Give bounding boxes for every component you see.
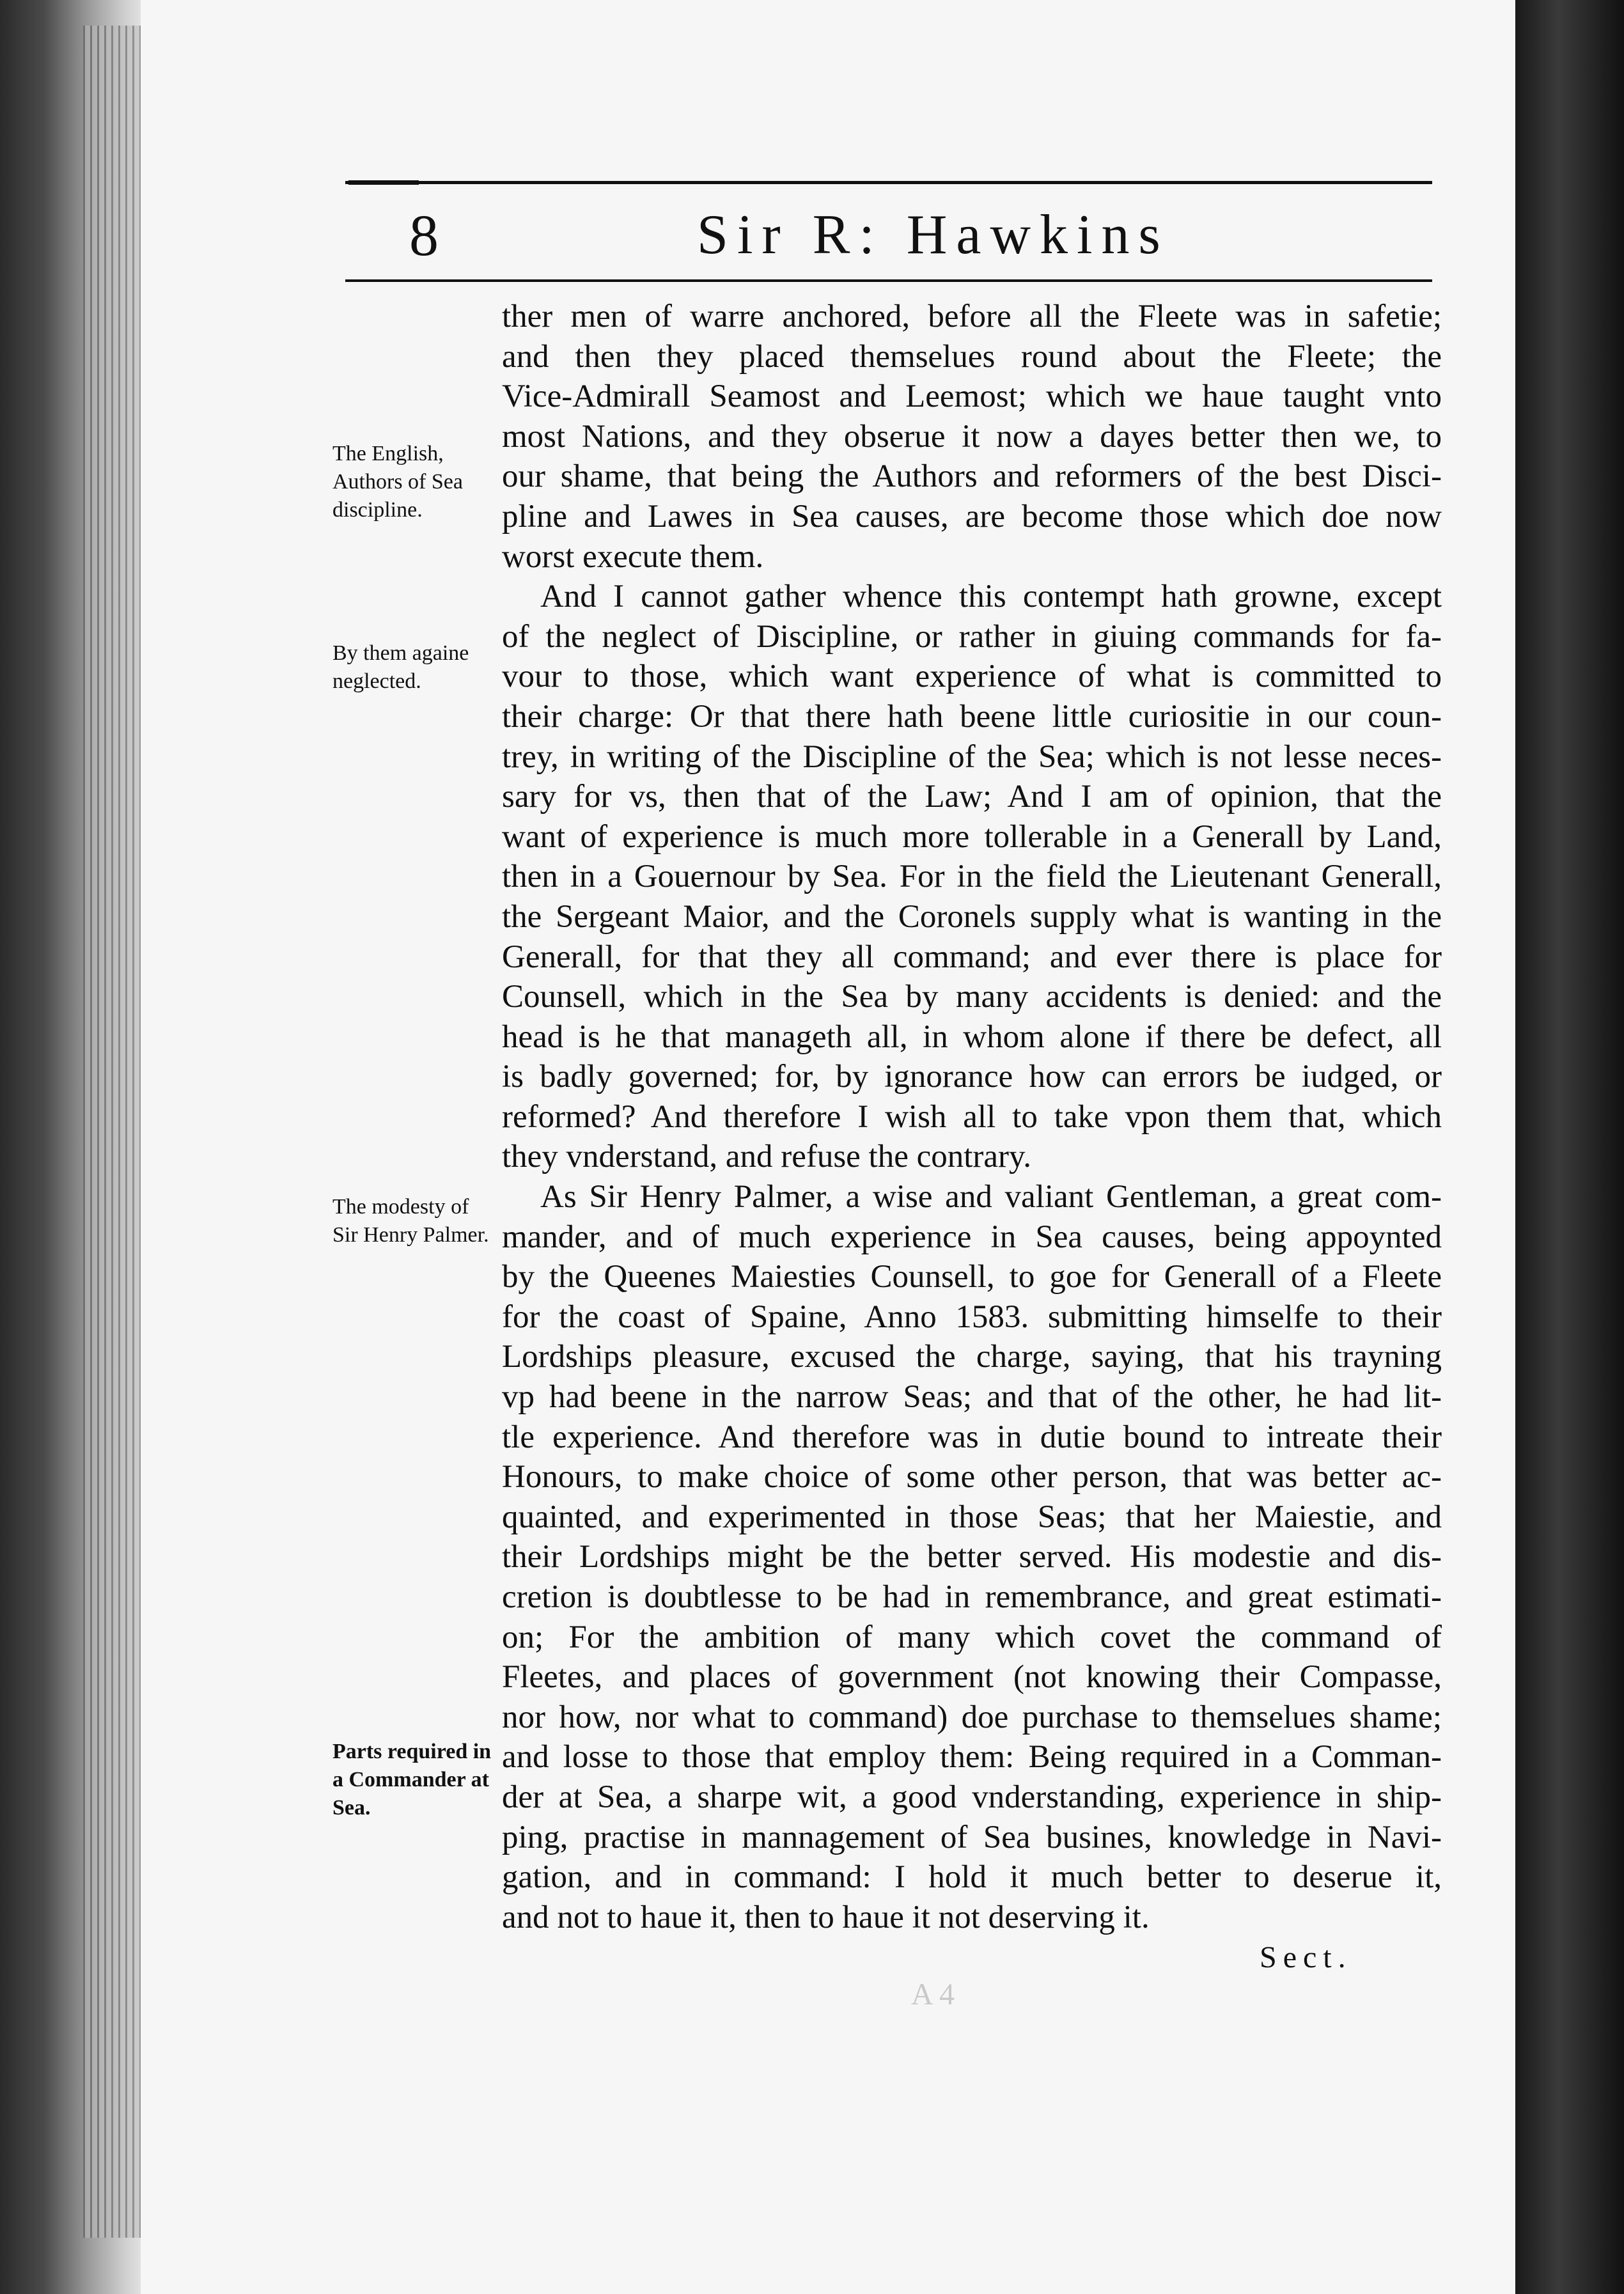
running-head: Sir R: Hawkins [697,204,1169,266]
text-line: our shame, that being the Authors and reformers of the best Disci- [502,458,1442,495]
header-rule-ornament [348,180,419,185]
text-line: mander, and of much experience in Sea causes, being appoynted [502,1219,1442,1255]
text-line: their Lordships might be the better served. His modestie and dis- [502,1539,1442,1575]
text-line: cretion is doubtlesse to be had in remembrance, and great estimati- [502,1579,1442,1615]
text-line: reformed? And therefore I wish all to take vpon them that, which [502,1098,1442,1135]
facing-page-edge [1515,0,1624,2294]
text-line: Lordships pleasure, excused the charge, saying, that his trayning [502,1339,1442,1375]
body-text [502,297,1442,1937]
text-line: Generall, for that they all command; and ever there is place for [502,939,1442,975]
text-line: ping, practise in mannagement of Sea busines, knowledge in Navi- [502,1819,1442,1855]
text-line: then in a Gouernour by Sea. For in the field the Lieutenant Generall, [502,859,1442,895]
text-line: Fleetes, and places of government (not knowing their Compasse, [502,1659,1442,1696]
text-line: by the Queenes Maiesties Counsell, to goe for Generall of a Fleete [502,1259,1442,1295]
text-line: and then they placed themselues round about the Fleete; the [502,338,1442,375]
header-rule-bottom [345,279,1432,282]
text-line: their charge: Or that there hath beene little curiositie in our coun- [502,698,1442,735]
text-line: vp had beene in the narrow Seas; and that of the other, he had lit- [502,1379,1442,1416]
text-line: Vice-Admirall Seamost and Leemost; which we haue taught vnto [502,378,1442,415]
text-line: they vnderstand, and refuse the contrary. [502,1139,1031,1175]
text-line: for the coast of Spaine, Anno 1583. submitting himselfe to their [502,1299,1442,1335]
text-line: vour to those, which want experience of what is committed to [502,659,1442,695]
text-line: Counsell, which in the Sea by many accidents is denied: and the [502,979,1442,1015]
margin-note: The modesty of Sir Henry Palmer. [332,1195,489,1247]
text-line: tle experience. And therefore was in dutie bound to intreate their [502,1419,1442,1455]
text-line: and losse to those that employ them: Being required in a Comman- [502,1739,1442,1775]
text-line: gation, and in command: I hold it much better to deserue it, [502,1859,1442,1896]
text-line: sary for vs, then that of the Law; And I am of opinion, that the [502,779,1442,815]
text-line: trey, in writing of the Discipline of the Sea; which is not lesse neces- [502,738,1442,775]
margin-note: Parts required in a Commander at Sea. [332,1740,492,1820]
text-line: nor how, nor what to command) doe purchase to themselues shame; [502,1699,1442,1735]
signature-mark: A 4 [911,1978,955,2011]
text-line: der at Sea, a sharpe wit, a good vnderstanding, experience in ship- [502,1779,1442,1815]
text-line: worst execute them. [502,538,764,575]
text-line: Honours, to make choice of some other person, that was better ac- [502,1459,1442,1495]
catchword: Sect. [1260,1940,1352,1974]
margin-note: The English, Authors of Sea discipline. [332,442,463,522]
text-line: want of experience is much more tollerable in a Generall by Land, [502,818,1442,855]
text-line: and not to haue it, then to haue it not deserving it. [502,1899,1150,1935]
text-line: quainted, and experimented in those Seas; that her Maiestie, and [502,1499,1442,1535]
page-stack-edges [83,26,141,2238]
text-line: head is he that manageth all, in whom alone if there be defect, all [502,1018,1442,1055]
header-rule-top [345,181,1432,184]
text-line: on; For the ambition of many which covet the command of [502,1619,1442,1655]
text-line: ther men of warre anchored, before all the Fleete was in safetie; [502,299,1442,334]
margin-note: By them againe neglected. [332,641,469,693]
text-line: As Sir Henry Palmer, a wise and valiant Gentleman, a great com- [540,1179,1442,1215]
text-line: pline and Lawes in Sea causes, are become those which doe now [502,498,1442,534]
text-line: And I cannot gather whence this contempt hath growne, except [540,579,1442,615]
page-number: 8 [409,203,439,268]
text-line: of the neglect of Discipline, or rather in giuing commands for fa- [502,618,1442,655]
text-line: is badly governed; for, by ignorance how can errors be iudged, or [502,1059,1442,1095]
text-line: the Sergeant Maior, and the Coronels supply what is wanting in the [502,898,1442,935]
text-line: most Nations, and they obserue it now a dayes better then we, to [502,418,1442,455]
